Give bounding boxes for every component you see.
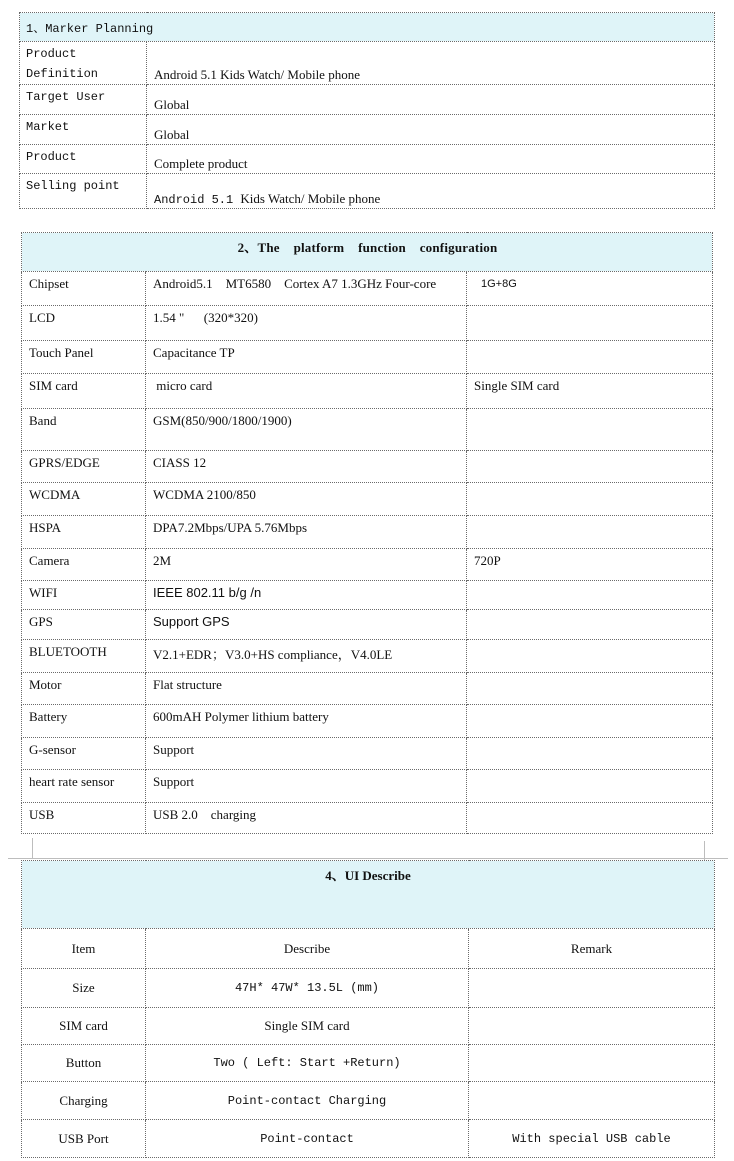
- column-header-item: Item: [22, 929, 146, 969]
- ui-item: Button: [22, 1045, 146, 1082]
- table-row: [22, 549, 713, 581]
- ui-remark: [469, 1045, 715, 1082]
- value-text: Kids Watch/ Mobile phone: [240, 191, 381, 206]
- config-spec: DPA7.2Mbps/UPA 5.76Mbps: [146, 516, 467, 549]
- config-spec: Support GPS: [146, 610, 467, 640]
- config-item: SIM card: [22, 374, 146, 409]
- config-item: G-sensor: [22, 738, 146, 770]
- table-row: [20, 85, 715, 115]
- config-item: GPS: [22, 610, 146, 640]
- row-label: Selling point: [20, 174, 147, 209]
- column-header-remark: Remark: [469, 929, 715, 969]
- table-row: [22, 803, 713, 834]
- config-note: [467, 451, 713, 483]
- config-item: Band: [22, 409, 146, 451]
- config-spec: 600mAH Polymer lithium battery: [146, 705, 467, 738]
- config-item: LCD: [22, 306, 146, 341]
- section-title: 4、UI Describe: [22, 861, 715, 929]
- row-label: Target User: [20, 85, 147, 115]
- table-row: [22, 516, 713, 549]
- table-row: [22, 1008, 715, 1045]
- table-row: [22, 738, 713, 770]
- table-row: [22, 969, 715, 1008]
- row-label: Product: [20, 145, 147, 174]
- config-item: BLUETOOTH: [22, 640, 146, 673]
- config-spec: Android5.1 MT6580 Cortex A7 1.3GHz Four-core: [146, 272, 467, 306]
- config-note: [467, 673, 713, 705]
- config-spec: V2.1+EDR；V3.0+HS compliance，V4.0LE: [146, 640, 467, 673]
- config-item: WIFI: [22, 581, 146, 610]
- config-item: WCDMA: [22, 483, 146, 516]
- value-prefix: Android 5.1: [154, 193, 241, 207]
- row-value: Global: [147, 85, 715, 115]
- section-title: 1、Marker Planning: [20, 13, 715, 42]
- config-spec: Support: [146, 770, 467, 803]
- config-spec: IEEE 802.11 b/g /n: [146, 581, 467, 610]
- table-row: [22, 409, 713, 451]
- row-value: Android 5.1 Kids Watch/ Mobile phone: [147, 42, 715, 85]
- config-item: heart rate sensor: [22, 770, 146, 803]
- table-row: [22, 483, 713, 516]
- config-spec: Capacitance TP: [146, 341, 467, 374]
- table-row: [20, 174, 715, 209]
- section-title: 2、The platform function configuration: [22, 233, 713, 272]
- config-note: [467, 640, 713, 673]
- config-item: Camera: [22, 549, 146, 581]
- config-note: [467, 409, 713, 451]
- table-row: [20, 42, 715, 85]
- ui-item: USB Port: [22, 1120, 146, 1158]
- table-row: [22, 705, 713, 738]
- config-item: HSPA: [22, 516, 146, 549]
- ui-item: SIM card: [22, 1008, 146, 1045]
- table-row: [22, 640, 713, 673]
- table-row: [22, 1082, 715, 1120]
- ui-describe: Two ( Left: Start +Return): [146, 1045, 469, 1082]
- table-row: [22, 374, 713, 409]
- config-item: Chipset: [22, 272, 146, 306]
- page-corner-mark: [704, 841, 705, 861]
- ui-remark: [469, 1082, 715, 1120]
- config-note: Single SIM card: [467, 374, 713, 409]
- table-row: [20, 145, 715, 174]
- config-note: [467, 581, 713, 610]
- config-spec: Support: [146, 738, 467, 770]
- ui-item: Charging: [22, 1082, 146, 1120]
- config-note: [467, 516, 713, 549]
- table-row: [22, 341, 713, 374]
- config-note: [467, 483, 713, 516]
- table-row: [22, 306, 713, 341]
- table-row: [20, 115, 715, 145]
- config-note: [467, 306, 713, 341]
- row-label: Market: [20, 115, 147, 145]
- label-line: Definition: [26, 67, 99, 81]
- config-note: [467, 610, 713, 640]
- config-spec: CIASS 12: [146, 451, 467, 483]
- ui-describe: Point-contact: [146, 1120, 469, 1158]
- ui-describe: 47H* 47W* 13.5L (mm): [146, 969, 469, 1008]
- config-spec: 2M: [146, 549, 467, 581]
- config-note: [467, 803, 713, 834]
- table-row: [22, 451, 713, 483]
- ui-item: Size: [22, 969, 146, 1008]
- ui-describe: Single SIM card: [146, 1008, 469, 1045]
- config-note: [467, 738, 713, 770]
- config-spec: Flat structure: [146, 673, 467, 705]
- config-spec: WCDMA 2100/850: [146, 483, 467, 516]
- config-item: Touch Panel: [22, 341, 146, 374]
- ui-remark: [469, 1008, 715, 1045]
- table-row: [22, 770, 713, 803]
- ui-remark: With special USB cable: [469, 1120, 715, 1158]
- column-header-describe: Describe: [146, 929, 469, 969]
- row-value: Complete product: [147, 145, 715, 174]
- config-spec: micro card: [146, 374, 467, 409]
- table-row: [22, 272, 713, 306]
- table-row: [22, 673, 713, 705]
- page-break-divider: [8, 858, 728, 859]
- config-note: [467, 341, 713, 374]
- ui-remark: [469, 969, 715, 1008]
- platform-config-table: [21, 232, 713, 834]
- row-value: [147, 174, 715, 209]
- ui-describe-table: [21, 860, 715, 1158]
- row-label: [20, 42, 147, 85]
- config-item: Battery: [22, 705, 146, 738]
- config-note: [467, 705, 713, 738]
- config-spec: USB 2.0 charging: [146, 803, 467, 834]
- config-spec: 1.54 " (320*320): [146, 306, 467, 341]
- marker-planning-table: [19, 12, 715, 209]
- table-row: [22, 1120, 715, 1158]
- table-row: [22, 610, 713, 640]
- config-note: [467, 770, 713, 803]
- config-spec: GSM(850/900/1800/1900): [146, 409, 467, 451]
- config-note: 1G+8G: [467, 272, 713, 306]
- table-header-row: [22, 929, 715, 969]
- ui-describe: Point-contact Charging: [146, 1082, 469, 1120]
- page-corner-mark: [32, 838, 33, 858]
- row-value: Global: [147, 115, 715, 145]
- config-item: Motor: [22, 673, 146, 705]
- config-item: USB: [22, 803, 146, 834]
- table-row: [22, 1045, 715, 1082]
- label-line: Product: [26, 47, 77, 61]
- table-row: [22, 581, 713, 610]
- config-note: 720P: [467, 549, 713, 581]
- config-item: GPRS/EDGE: [22, 451, 146, 483]
